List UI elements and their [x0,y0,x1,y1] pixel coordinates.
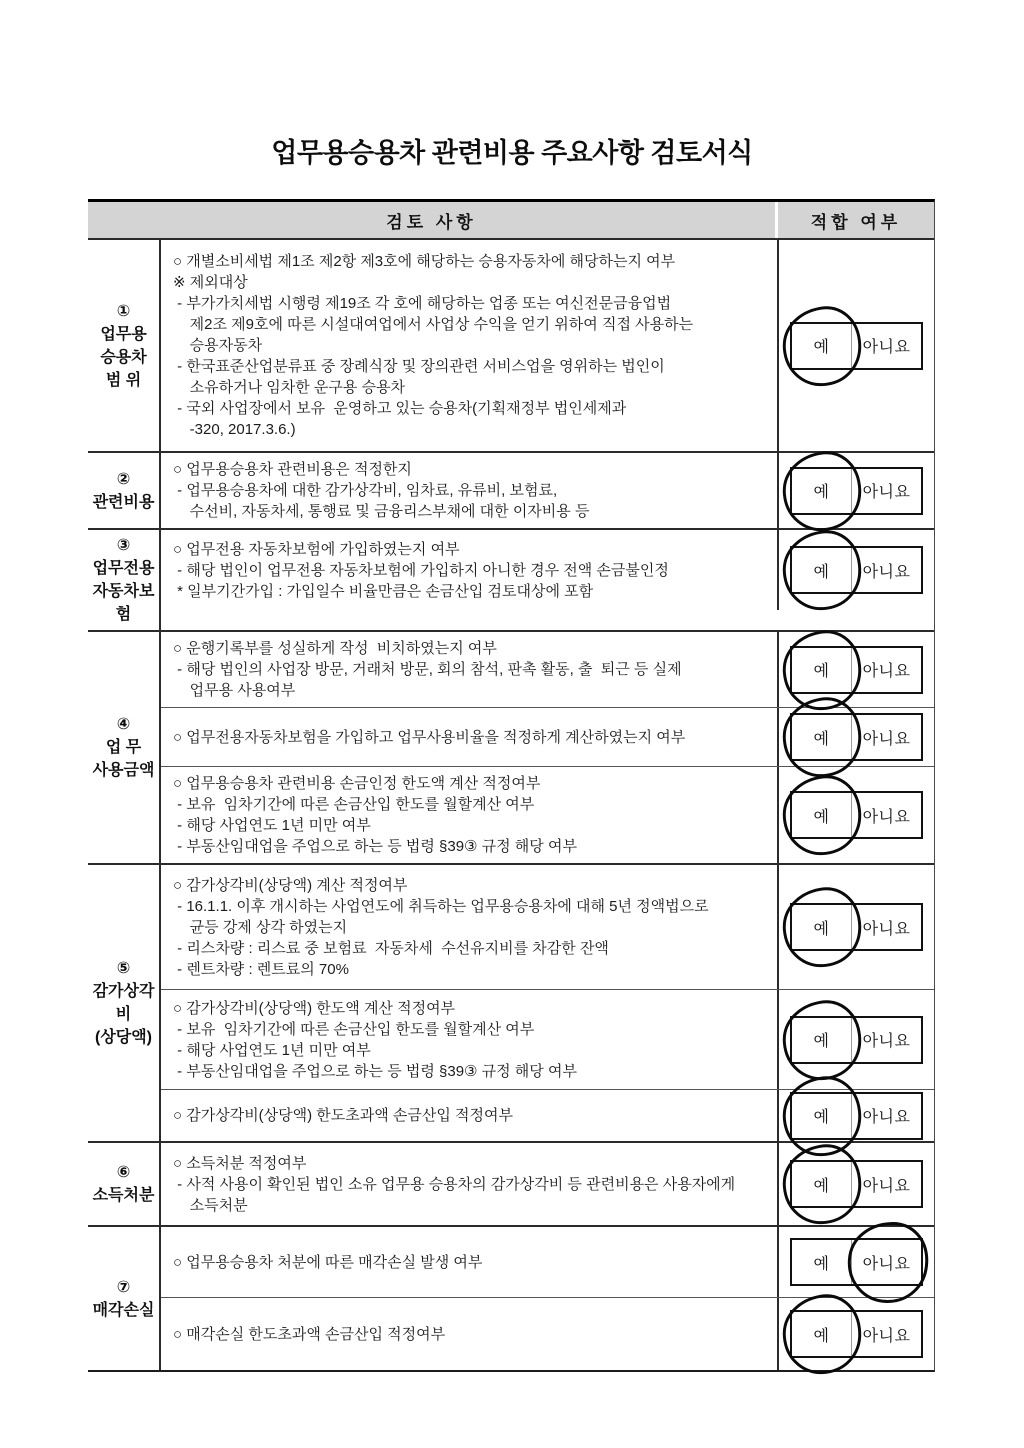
review-table [88,199,935,1372]
no-option[interactable]: 아니요 [862,1033,911,1050]
yes-option[interactable]: 예 [792,793,852,837]
table-group-5 [88,863,934,1141]
yes-option[interactable]: 예 [792,1312,852,1356]
answer-box [790,1092,923,1140]
compliance-cell [779,1143,934,1225]
answer-box [790,1016,923,1064]
review-item-row [161,240,934,451]
no-option[interactable]: 아니요 [862,563,911,581]
row-label: ③ 업무전용 자동차보험 [88,530,161,630]
row-label: ⑥ 소득처분 [88,1143,161,1225]
answer-box [790,791,923,839]
row-label: ⑦ 매각손실 [88,1227,161,1370]
page-title: 업무용승용차 관련비용 주요사항 검토서식 [271,138,753,168]
compliance-cell [779,530,934,610]
table-group-2 [88,451,934,528]
yes-option[interactable]: 예 [792,648,852,692]
review-item-text: ○ 감가상각비(상당액) 한도액 계산 적정여부 - 보유 임차기간에 따른 손금산입 한도를 월할계산 여부 - 해당 사업연도 1년 미만 여부 - 부동산임대업을 주업으로 하는 등 법령 §39③ 규정 해당 여부 [161,990,779,1089]
review-item-text: ○ 업무전용자동차보험을 가입하고 업무사용비율을 적정하게 계산하였는지 여부 [161,708,779,766]
review-item-row [161,865,934,989]
group-items [161,1227,934,1370]
yes-option[interactable]: 예 [792,1240,852,1284]
no-option[interactable]: 아니요 [862,1109,911,1126]
compliance-cell [779,1298,934,1370]
answer-box [790,1160,923,1208]
group-items [161,865,934,1141]
yes-option[interactable]: 예 [792,324,852,368]
review-item-row [161,766,934,863]
review-item-text: ○ 소득처분 적정여부 - 사적 사용이 확인된 법인 소유 업무용 승용차의 감가상각비 등 관련비용은 사용자에게 소득처분 [161,1143,779,1225]
answer-box [790,467,923,515]
review-item-text: ○ 운행기록부를 성실하게 작성 비치하였는지 여부 - 해당 법인의 사업장 방문, 거래처 방문, 회의 참석, 판촉 활동, 출 퇴근 등 실제 업무용 사용여부 [161,632,779,707]
review-item-text: ○ 업무용승용차 처분에 따른 매각손실 발생 여부 [161,1227,779,1297]
yes-option[interactable]: 예 [792,469,852,513]
header-review-items: 검토 사항 [88,202,778,238]
group-items [161,632,934,863]
yes-option[interactable]: 예 [792,1094,852,1138]
group-items [161,240,934,451]
table-group-3 [88,528,934,630]
compliance-cell [779,767,934,863]
no-option[interactable]: 아니요 [862,1255,911,1273]
compliance-cell [779,453,934,528]
no-option[interactable]: 아니요 [862,808,911,826]
header-compliance: 적합 여부 [810,212,902,232]
review-item-text: ○ 감가상각비(상당액) 한도초과액 손금산입 적정여부 [161,1090,779,1141]
table-group-4 [88,630,934,863]
yes-option[interactable]: 예 [792,905,852,949]
table-group-1 [88,240,934,451]
answer-box [790,1310,923,1358]
table-header-row [88,202,934,240]
no-option[interactable]: 아니요 [862,1327,911,1345]
yes-option[interactable]: 예 [792,715,852,759]
review-item-row [161,989,934,1089]
no-option[interactable]: 아니요 [862,484,911,501]
answer-box [790,322,923,370]
review-item-row [161,530,934,610]
review-item-row [161,1297,934,1370]
no-option[interactable]: 아니요 [862,920,911,938]
review-item-text: ○ 업무전용 자동차보험에 가입하였는지 여부 - 해당 법인이 업무전용 자동차보험에 가입하지 아니한 경우 전액 손금불인정 * 일부기간가입 : 가입일수 비율만큼은 손금산입 검토대상에 포함 [161,530,779,610]
group-items [161,530,934,630]
compliance-cell [779,240,934,451]
compliance-cell [779,990,934,1089]
yes-option[interactable]: 예 [792,1018,852,1062]
compliance-cell [779,708,934,766]
review-item-row [161,453,934,528]
row-label: ④ 업 무 사용금액 [88,632,161,863]
yes-option[interactable]: 예 [792,1162,852,1206]
compliance-cell [779,1227,934,1297]
no-option[interactable]: 아니요 [862,730,911,748]
review-item-row [161,707,934,766]
review-item-row [161,632,934,707]
no-option[interactable]: 아니요 [862,339,911,356]
review-item-row [161,1227,934,1297]
table-group-6 [88,1141,934,1225]
answer-box [790,903,923,951]
no-option[interactable]: 아니요 [862,663,911,680]
row-label: ① 업무용 승용차 범 위 [88,240,161,451]
row-label: ⑤ 감가상각비 (상당액) [88,865,161,1141]
review-item-text: ○ 업무용승용차 관련비용은 적정한지 - 업무용승용차에 대한 감가상각비, 임차료, 유류비, 보험료, 수선비, 자동차세, 통행료 및 금융리스부채에 대한 이자비용 등 [161,453,779,528]
answer-box [790,646,923,694]
table-group-7 [88,1225,934,1370]
compliance-cell [779,632,934,707]
review-item-text: ○ 감가상각비(상당액) 계산 적정여부 - 16.1.1. 이후 개시하는 사업연도에 취득하는 업무용승용차에 대해 5년 정액법으로 균등 강제 상각 하였는지 - 리스차량 : 리스료 중 보험료 자동차세 수선유지비를 차감한 잔액 - 렌트차량 : 렌트료의 70% [161,865,779,989]
review-item-text: ○ 개별소비세법 제1조 제2항 제3호에 해당하는 승용자동차에 해당하는지 여부 ※ 제외대상 - 부가가치세법 시행령 제19조 각 호에 해당하는 업종 또는 여신전문금융업법 제2조 제9호에 따른 시설대여업에서 사업상 수익을 얻기 위하여 직접 사용하는 승용자동차 - 한국표준산업분류표 중 장례식장 및 장의관련 서비스업을 영위하는 법인이 소유하거나 임차한 운구용 승용차 - 국외 사업장에서 보유 운영하고 있는 승용차(기획재정부 법인세제과 -320, 2017.3.6.) [161,240,779,451]
table-body [88,240,934,1370]
row-label: ② 관련비용 [88,453,161,528]
review-item-text: ○ 매각손실 한도초과액 손금산입 적정여부 [161,1298,779,1370]
group-items [161,453,934,528]
group-items [161,1143,934,1225]
yes-option[interactable]: 예 [792,548,852,592]
answer-box [790,1238,923,1286]
no-option[interactable]: 아니요 [862,1177,911,1195]
answer-box [790,546,923,594]
review-item-row [161,1143,934,1225]
compliance-cell [779,865,934,989]
review-item-row [161,1089,934,1141]
compliance-cell [779,1090,934,1141]
review-item-text: ○ 업무용승용차 관련비용 손금인정 한도액 계산 적정여부 - 보유 임차기간에 따른 손금산입 한도를 월할계산 여부 - 해당 사업연도 1년 미만 여부 - 부동산임대업을 주업으로 하는 등 법령 §39③ 규정 해당 여부 [161,767,779,863]
answer-box [790,713,923,761]
